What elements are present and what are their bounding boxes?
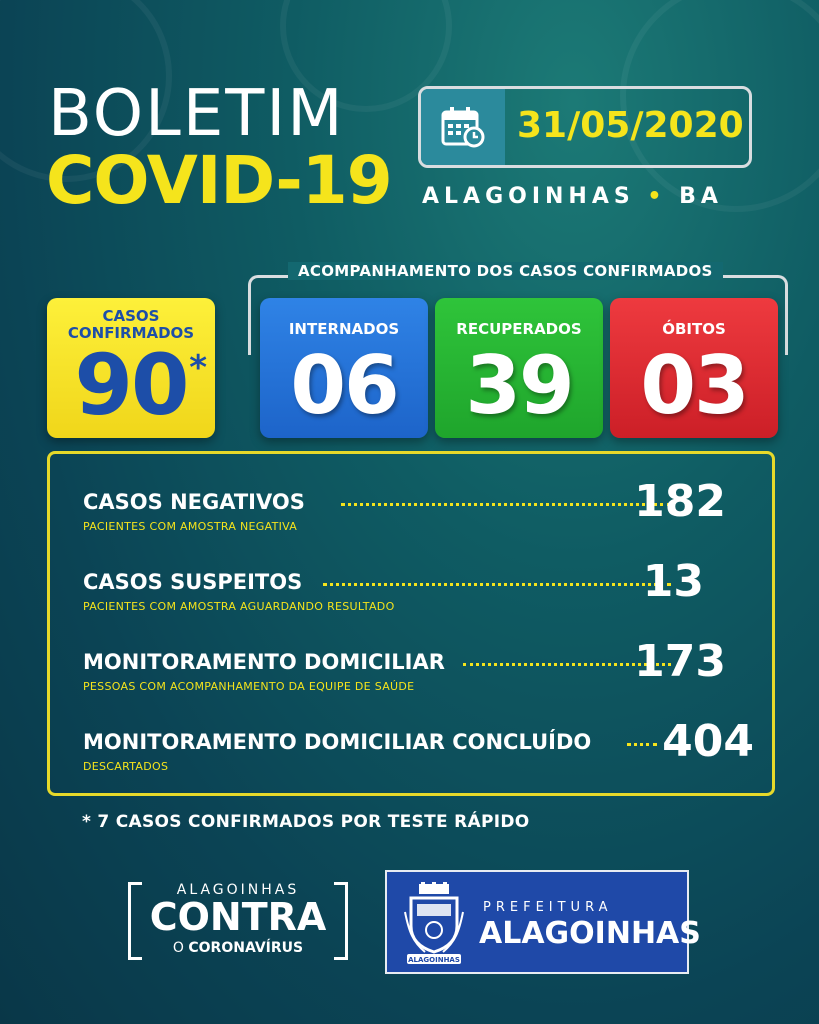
hospitalized-label: INTERNADOS xyxy=(288,320,400,338)
deaths-value: 03 xyxy=(640,339,748,432)
stat-name: MONITORAMENTO DOMICILIAR xyxy=(83,650,445,674)
confirmed-card xyxy=(47,298,215,438)
deaths-label: ÓBITOS xyxy=(662,320,726,338)
city-crest-icon xyxy=(403,882,465,966)
hospitalized-value: 06 xyxy=(290,339,398,432)
crest-label: ALAGOINHAS xyxy=(408,956,460,964)
stat-row-suspected xyxy=(83,556,754,626)
recovered-label: RECUPERADOS xyxy=(456,320,582,338)
date-box xyxy=(418,86,752,168)
stat-value: 404 xyxy=(662,716,754,767)
confirmed-asterisk: * xyxy=(189,348,207,388)
stat-row-home-monitoring xyxy=(83,636,754,706)
state-name: BA xyxy=(679,184,723,209)
stat-name: CASOS SUSPEITOS xyxy=(83,570,303,594)
stat-value: 13 xyxy=(642,556,704,607)
recovered-card xyxy=(435,298,603,438)
contra-coronavirus-logo xyxy=(128,882,348,962)
bulletin-date: 31/05/2020 xyxy=(517,105,744,146)
tracking-title: ACOMPANHAMENTO DOS CASOS CONFIRMADOS xyxy=(288,262,723,280)
deaths-card xyxy=(610,298,778,438)
contra-logo-middle: CONTRA xyxy=(149,895,327,939)
prefeitura-logo-main: ALAGOINHAS xyxy=(479,916,701,951)
dotted-leader xyxy=(341,503,671,506)
confirmed-value: 90 xyxy=(74,336,188,434)
recovered-value: 39 xyxy=(465,339,573,432)
stat-subtitle: PESSOAS COM ACOMPANHAMENTO DA EQUIPE DE SAÚDE xyxy=(83,680,415,693)
dotted-leader xyxy=(627,743,657,746)
rapid-test-footnote: * 7 CASOS CONFIRMADOS POR TESTE RÁPIDO xyxy=(82,812,530,832)
stat-subtitle: PACIENTES COM AMOSTRA NEGATIVA xyxy=(83,520,298,533)
stat-row-negative xyxy=(83,476,754,546)
city-separator: • xyxy=(647,184,667,209)
stat-name: MONITORAMENTO DOMICILIAR CONCLUÍDO xyxy=(83,730,592,754)
hospitalized-card xyxy=(260,298,428,438)
dotted-leader xyxy=(323,583,671,586)
contra-logo-coronavirus: CORONAVÍRUS xyxy=(188,940,304,956)
stat-name: CASOS NEGATIVOS xyxy=(83,490,305,514)
prefeitura-logo-top: PREFEITURA xyxy=(483,900,613,915)
contra-logo-top: ALAGOINHAS xyxy=(176,882,300,898)
prefeitura-logo xyxy=(385,870,701,974)
stat-row-monitoring-concluded xyxy=(83,716,754,786)
stat-subtitle: DESCARTADOS xyxy=(83,760,169,773)
city-label xyxy=(422,184,723,209)
stat-subtitle: PACIENTES COM AMOSTRA AGUARDANDO RESULTADO xyxy=(83,600,395,613)
contra-logo-prefix: O xyxy=(172,940,184,956)
calendar-clock-icon xyxy=(421,89,505,165)
confirmed-label: CASOS CONFIRMADOS xyxy=(67,307,195,342)
stats-box xyxy=(47,451,775,796)
city-name: ALAGOINHAS xyxy=(422,184,635,209)
stat-value: 173 xyxy=(634,636,726,687)
stat-value: 182 xyxy=(634,476,726,527)
covid-title: COVID-19 xyxy=(46,142,392,219)
contra-logo-bottom xyxy=(128,940,348,956)
bulletin-title: BOLETIM xyxy=(48,77,345,151)
